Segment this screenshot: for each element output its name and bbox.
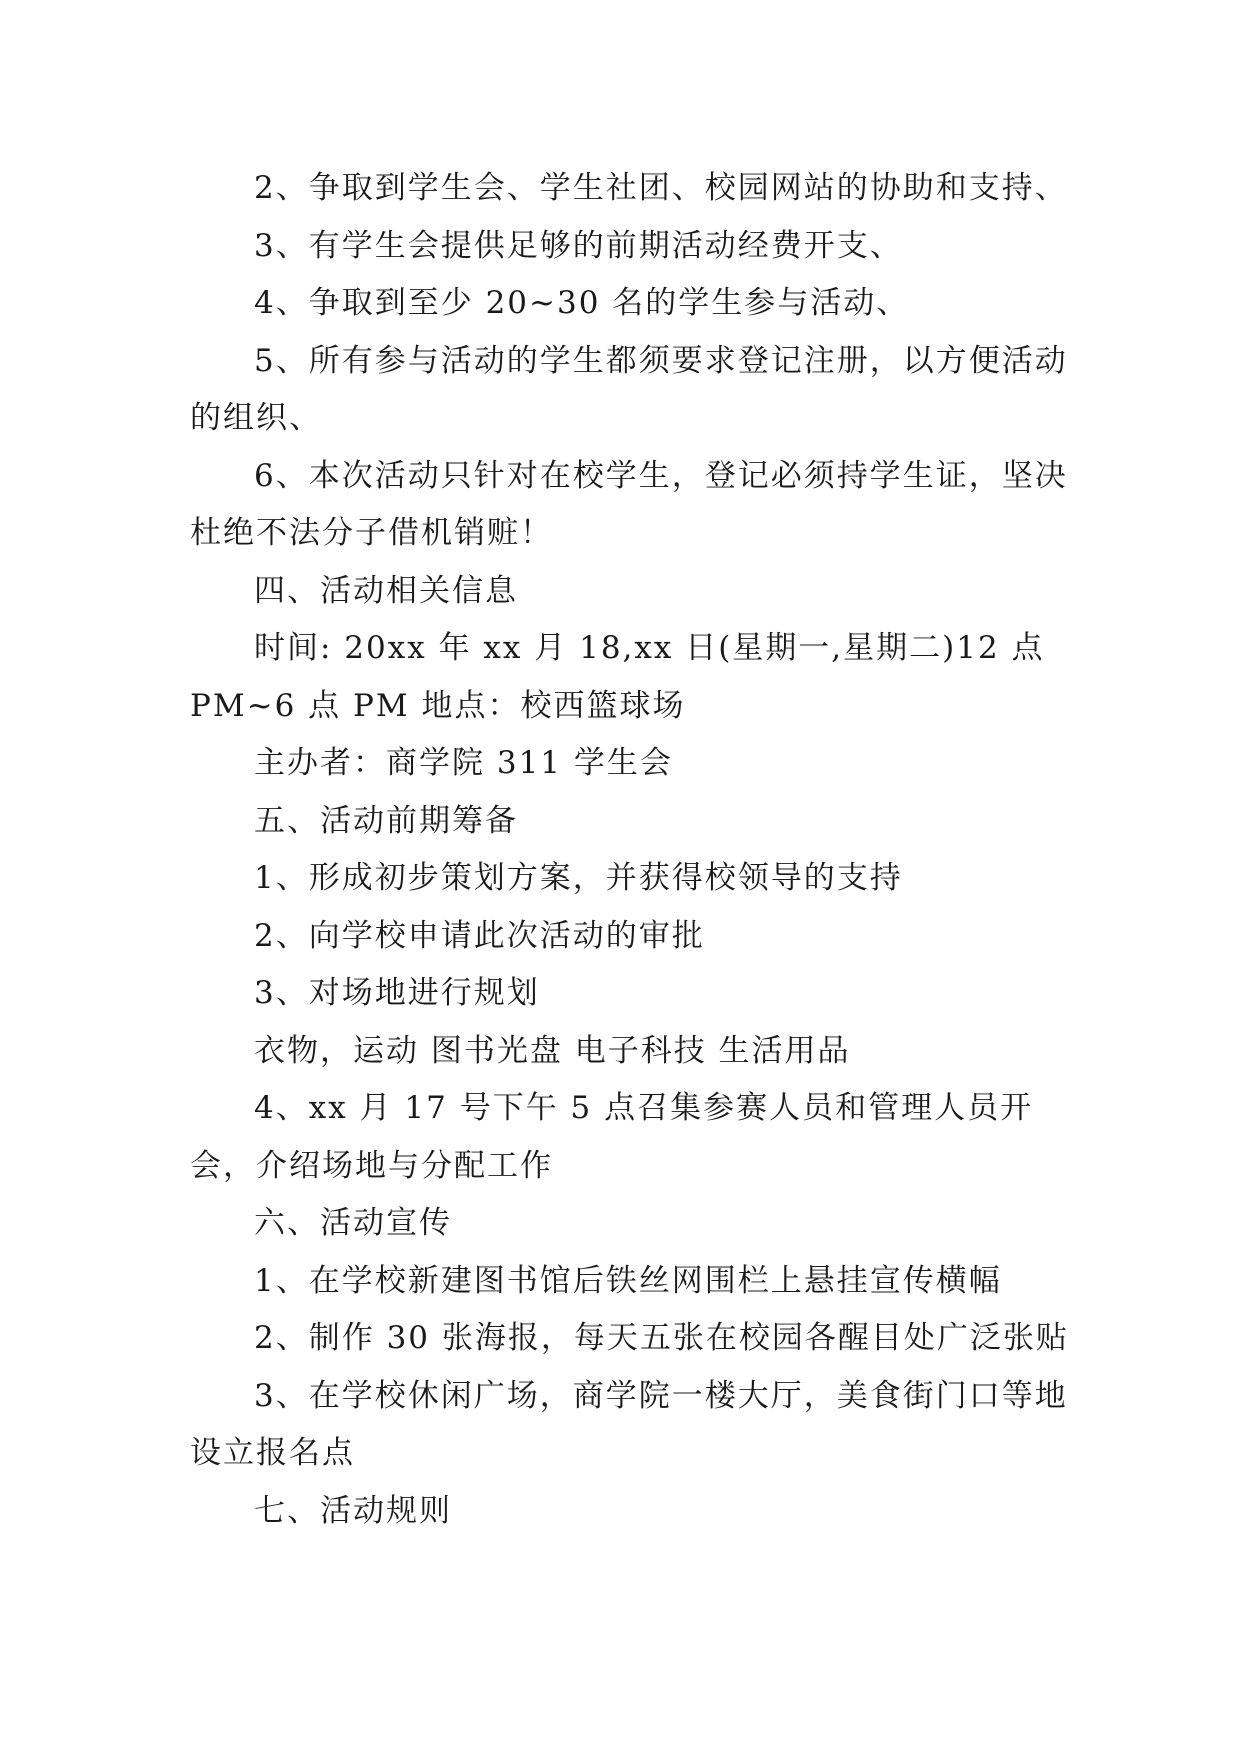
section-heading: 七、活动规则: [254, 1492, 452, 1529]
paragraph: 3、对场地进行规划: [254, 975, 540, 1011]
section-heading: 六、活动宣传: [254, 1205, 452, 1241]
paragraph: 1、在学校新建图书馆后铁丝网围栏上悬挂宣传横幅: [254, 1262, 1002, 1299]
paragraph: 6、本次活动只针对在校学生，登记必须持学生证，坚决杜绝不法分子借机销赃！: [190, 457, 1068, 551]
paragraph: 5、所有参与活动的学生都须要求登记注册，以方便活动的组织、: [190, 342, 1068, 436]
paragraph: 3、在学校休闲广场，商学院一楼大厅，美食街门口等地设立报名点: [190, 1377, 1068, 1471]
section-heading: 五、活动前期筹备: [254, 802, 518, 839]
section-heading: 四、活动相关信息: [254, 572, 518, 609]
paragraph: 4、xx 月 17 号下午 5 点召集参赛人员和管理人员开会，介绍场地与分配工作: [190, 1090, 1034, 1184]
paragraph: 主办者：商学院 311 学生会: [254, 745, 673, 781]
paragraph: 4、争取到至少 20~30 名的学生参与活动、: [254, 285, 910, 321]
paragraph: 衣物，运动 图书光盘 电子科技 生活用品: [254, 1032, 851, 1069]
document-body: [190, 160, 1070, 1540]
paragraph: 1、形成初步策划方案，并获得校领导的支持: [254, 860, 903, 896]
paragraph: 2、制作 30 张海报，每天五张在校园各醒目处广泛张贴: [254, 1320, 1069, 1356]
paragraph: 时间: 20xx 年 xx 月 18,xx 日(星期一,星期二)12 点 PM~6 点 PM 地点：校西篮球场: [190, 630, 1045, 724]
paragraph: 2、争取到学生会、学生社团、校园网站的协助和支持、: [254, 170, 1068, 206]
paragraph: 3、有学生会提供足够的前期活动经费开支、: [254, 227, 903, 264]
paragraph: 2、向学校申请此次活动的审批: [254, 917, 705, 954]
